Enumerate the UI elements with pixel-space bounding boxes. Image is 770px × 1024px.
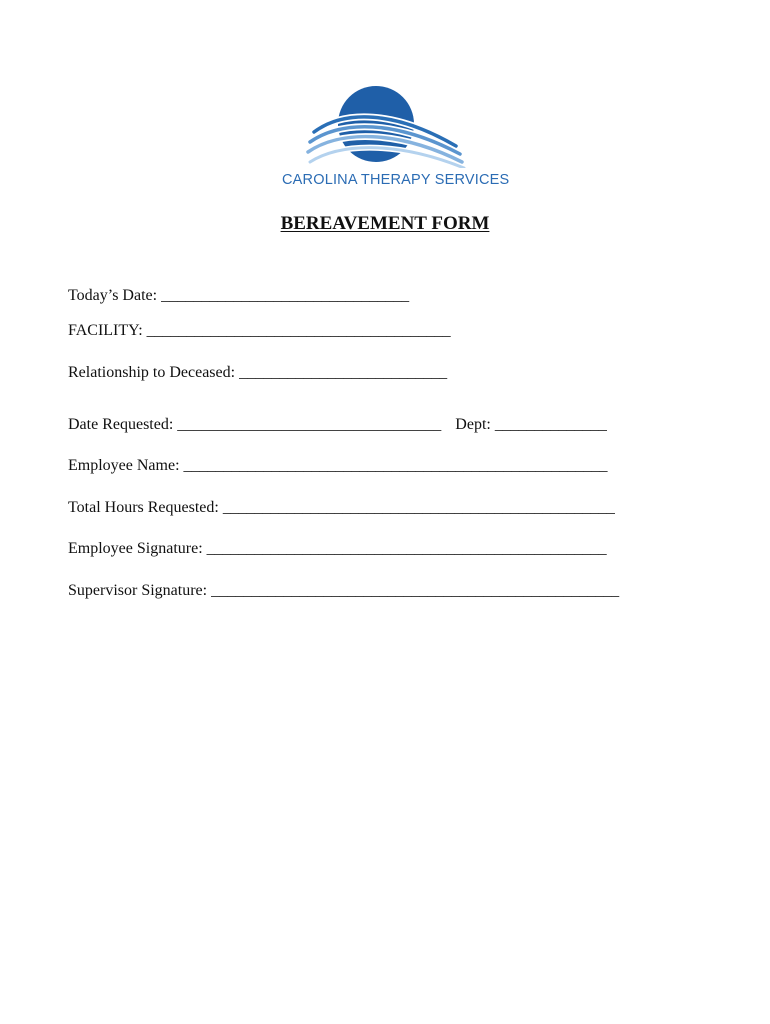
total-hours-label: Total Hours Requested: [68,499,219,516]
employee-name-field[interactable] [68,456,608,476]
facility-line[interactable]: ______________________________________ [146,322,451,339]
date-requested-line[interactable]: _________________________________ [177,416,442,433]
dept-label: Dept: [455,416,491,433]
todays-date-line[interactable]: _______________________________ [161,287,410,304]
relationship-label: Relationship to Deceased: [68,364,236,381]
relationship-field[interactable] [68,363,447,383]
facility-label: FACILITY: [68,322,143,339]
employee-name-label: Employee Name: [68,457,180,474]
logo-company-name: CAROLINA THERAPY SERVICES [282,172,510,188]
employee-signature-field[interactable] [68,539,607,559]
supervisor-signature-line[interactable]: ___________________________________________________ [211,582,620,599]
form-title: BEREAVEMENT FORM [280,213,490,234]
total-hours-line[interactable]: _________________________________________________ [222,499,615,516]
employee-name-line[interactable]: _____________________________________________________ [183,457,608,474]
supervisor-signature-label: Supervisor Signature: [68,582,208,599]
todays-date-field[interactable] [68,286,409,306]
employee-signature-label: Employee Signature: [68,540,203,557]
facility-field[interactable] [68,321,451,341]
sun-waves-logo-icon [304,86,466,168]
date-requested-field[interactable] [68,415,607,435]
relationship-line[interactable]: __________________________ [239,364,448,381]
supervisor-signature-field[interactable] [68,581,619,601]
employee-signature-line[interactable]: __________________________________________________ [206,540,607,557]
todays-date-label: Today’s Date: [68,287,158,304]
date-requested-label: Date Requested: [68,416,174,433]
company-logo [282,86,510,196]
dept-line[interactable]: ______________ [494,416,607,433]
total-hours-field[interactable] [68,498,615,518]
